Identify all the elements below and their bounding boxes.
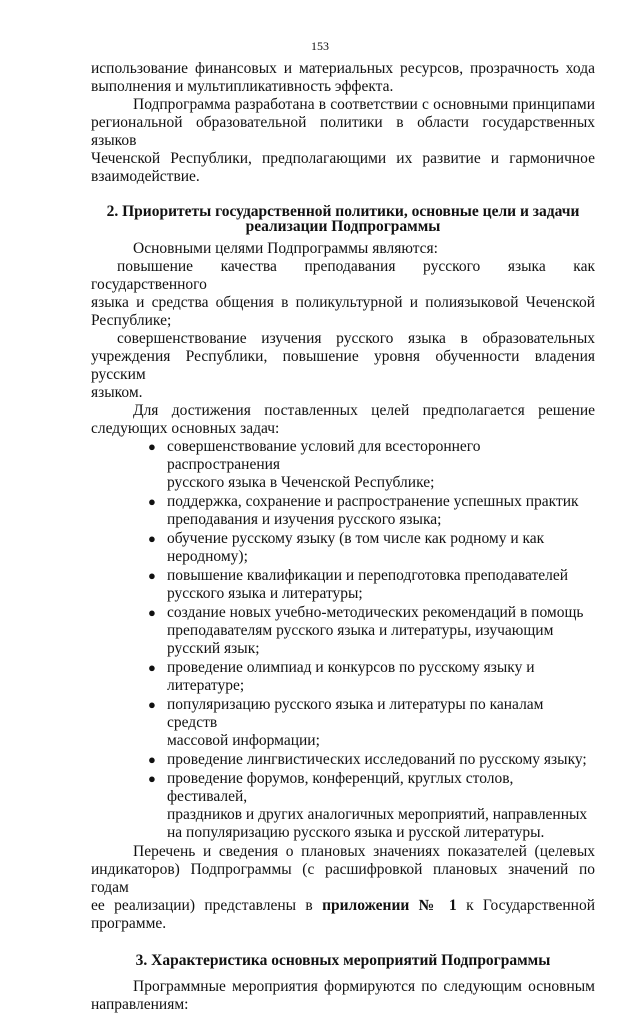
task-list-item <box>148 751 595 769</box>
task-list-item <box>148 770 595 842</box>
indicators-text: ее реализации) представлены в <box>91 897 313 914</box>
tasks-intro: следующих основных задач: <box>91 420 280 437</box>
task-line: проведение олимпиад и конкурсов по русскому языку и <box>167 659 535 676</box>
task-line: литературе; <box>167 677 245 694</box>
goals-intro: Основными целями Подпрограммы являются: <box>133 240 438 257</box>
task-line: обучение русскому языку (в том числе как родному и как <box>167 530 545 547</box>
page-content <box>91 60 595 1014</box>
intro-line: выполнения и мультипликативность эффекта. <box>91 78 394 95</box>
task-line: на популяризацию русского языка и русской литературы. <box>167 824 545 841</box>
bullet-icon: ● <box>148 531 156 546</box>
indicators-line: Перечень и сведения о плановых значениях показателей (целевых <box>133 843 595 860</box>
task-list-item <box>148 438 595 492</box>
indicators-line <box>91 897 595 915</box>
bullet-icon: ● <box>148 494 156 509</box>
tasks-list <box>91 438 595 842</box>
task-list-item <box>148 696 595 750</box>
task-line: праздников и других аналогичных мероприятий, направленных <box>167 806 588 823</box>
task-line: совершенствование условий для всестороннего распространения <box>167 438 481 473</box>
section-heading: 3. Характеристика основных мероприятий Подпрограммы <box>135 952 551 969</box>
goal-line: повышение качества преподавания русского языка как государственного <box>91 258 595 293</box>
task-line: поддержка, сохранение и распространение успешных практик <box>167 493 579 510</box>
bullet-icon: ● <box>148 439 156 454</box>
task-line: русского языка в Чеченской Республике; <box>167 474 435 491</box>
task-list-item <box>148 659 595 695</box>
task-list-item <box>148 567 595 603</box>
section3-line: Программные мероприятия формируются по следующим основным <box>133 978 595 995</box>
goal-line: языком. <box>91 384 143 401</box>
task-line: проведение лингвистических исследований по русскому языку; <box>167 751 587 768</box>
bullet-icon: ● <box>148 568 156 583</box>
goal-line: учреждения Республики, повышение уровня обученности владения русским <box>91 348 595 383</box>
indicators-text: к Государственной <box>466 897 596 914</box>
section3-line: направлениям: <box>91 996 189 1013</box>
task-line: проведение форумов, конференций, круглых столов, фестивалей, <box>167 770 514 805</box>
goal-line: Республике; <box>91 312 172 329</box>
task-line: популяризацию русского языка и литературы по каналам средств <box>167 696 544 731</box>
intro-line: взаимодействие. <box>91 168 200 185</box>
page-number: 153 <box>311 39 329 53</box>
task-list-item <box>148 493 595 529</box>
indicators-line: индикаторов) Подпрограммы (с расшифровкой плановых значений по годам <box>91 861 595 896</box>
appendix-reference: приложении № 1 <box>322 897 457 914</box>
task-list-item <box>148 530 595 566</box>
intro-line: Чеченской Республики, предполагающими их развитие и гармоничное <box>91 150 595 167</box>
goal-line: совершенствование изучения русского языка в образовательных <box>117 330 595 347</box>
section-heading: 2. Приоритеты государственной политики, основные цели и задачи <box>106 203 580 220</box>
task-line: повышение квалификации и переподготовка преподавателей <box>167 567 569 584</box>
goal-line: языка и средства общения в поликультурной и полиязыковой Чеченской <box>91 294 595 311</box>
intro-line: региональной образовательной политики в области государственных языков <box>91 114 595 149</box>
task-line: массовой информации; <box>167 732 320 749</box>
bullet-icon: ● <box>148 605 156 620</box>
intro-line: Подпрограмма разработана в соответствии с основными принципами <box>133 96 595 113</box>
task-line: русского языка и литературы; <box>167 585 363 602</box>
indicators-line: программе. <box>91 915 167 932</box>
task-line: преподавания и изучения русского языка; <box>167 511 442 528</box>
intro-line: использование финансовых и материальных ресурсов, прозрачность хода <box>91 60 595 77</box>
bullet-icon: ● <box>148 771 156 786</box>
task-list-item <box>148 604 595 658</box>
bullet-icon: ● <box>148 660 156 675</box>
bullet-icon: ● <box>148 697 156 712</box>
task-line: неродному); <box>167 548 248 565</box>
task-line: создание новых учебно-методических рекомендаций в помощь <box>167 604 584 621</box>
tasks-intro: Для достижения поставленных целей предполагается решение <box>133 402 595 419</box>
bullet-icon: ● <box>148 752 156 767</box>
task-line: русский язык; <box>167 640 260 657</box>
section-heading: реализации Подпрограммы <box>245 218 441 235</box>
task-line: преподавателям русского языка и литературы, изучающим <box>167 622 554 639</box>
